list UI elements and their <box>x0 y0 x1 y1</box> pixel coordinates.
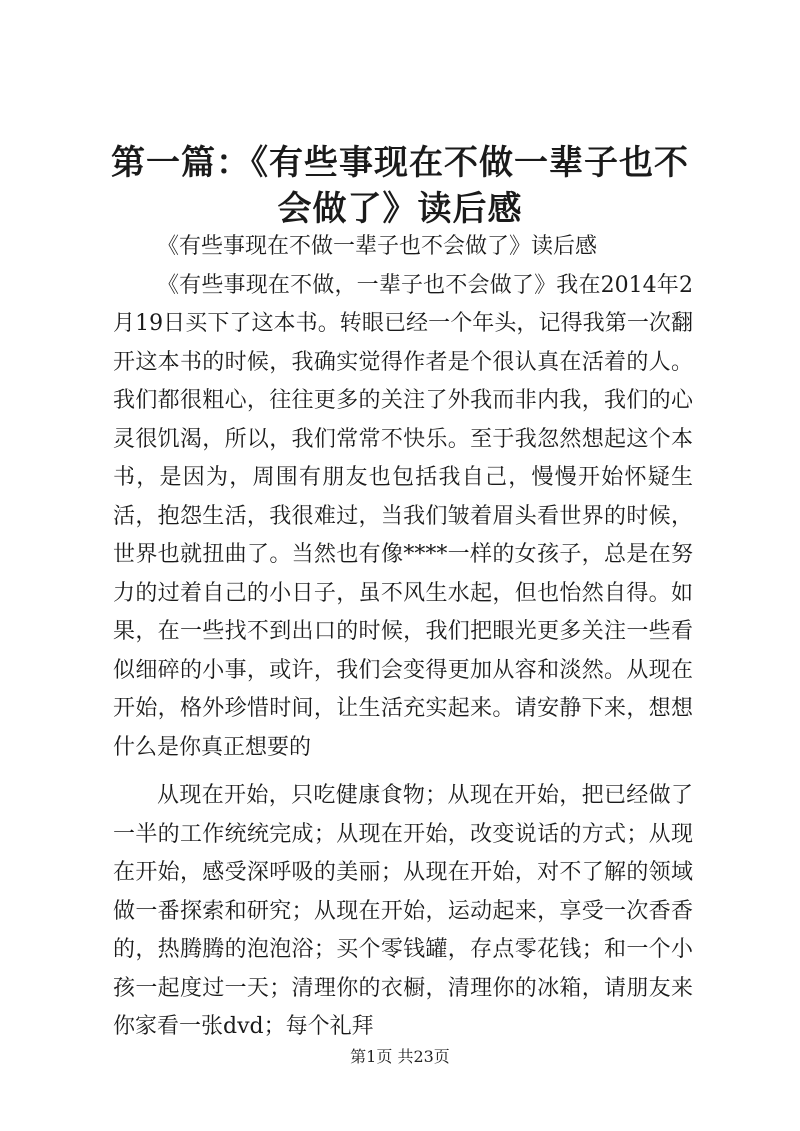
paragraph-2: 从现在开始，只吃健康食物；从现在开始，把已经做了一半的工作统统完成；从现在开始，改变说话的方式；从现在开始，感受深呼吸的美丽；从现在开始，对不了解的领域做一番探索和研究；从现在开始，运动起来，享受一次香香的，热腾腾的泡泡浴；买个零钱罐，存点零花钱；和一个小孩一起度过一天；清理你的衣橱，清理你的冰箱，请朋友来你家看一张dvd；每个礼拜 <box>113 783 693 1039</box>
page-number-footer: 第1页 共23页 <box>350 1047 450 1066</box>
document-title: 第一篇：《有些事现在不做一辈子也不会做了》读后感 <box>111 143 689 229</box>
document-body <box>113 228 693 1047</box>
paragraph-1: 《有些事现在不做，一辈子也不会做了》我在2014年2月19日买下了这本书。转眼已经一个年头，记得我第一次翻开这本书的时候，我确实觉得作者是个很认真在活着的人。我们都很粗心，往往更多的关注了外我而非内我，我们的心灵很饥渴，所以，我们常常不快乐。至于我忽然想起这个本书，是因为，周围有朋友也包括我自己，慢慢开始怀疑生活，抱怨生活，我很难过，当我们皱着眉头看世界的时候，世界也就扭曲了。当然也有像****一样的女孩子，总是在努力的过着自己的小日子，虽不风生水起，但也怡然自得。如果，在一些找不到出口的时候，我们把眼光更多关注一些看似细碎的小事，或许，我们会变得更加从容和淡然。从现在开始，格外珍惜时间，让生活充实起来。请安静下来，想想什么是你真正想要的 <box>113 272 693 760</box>
paragraph-subtitle: 《有些事现在不做一辈子也不会做了》读后感 <box>157 234 598 259</box>
